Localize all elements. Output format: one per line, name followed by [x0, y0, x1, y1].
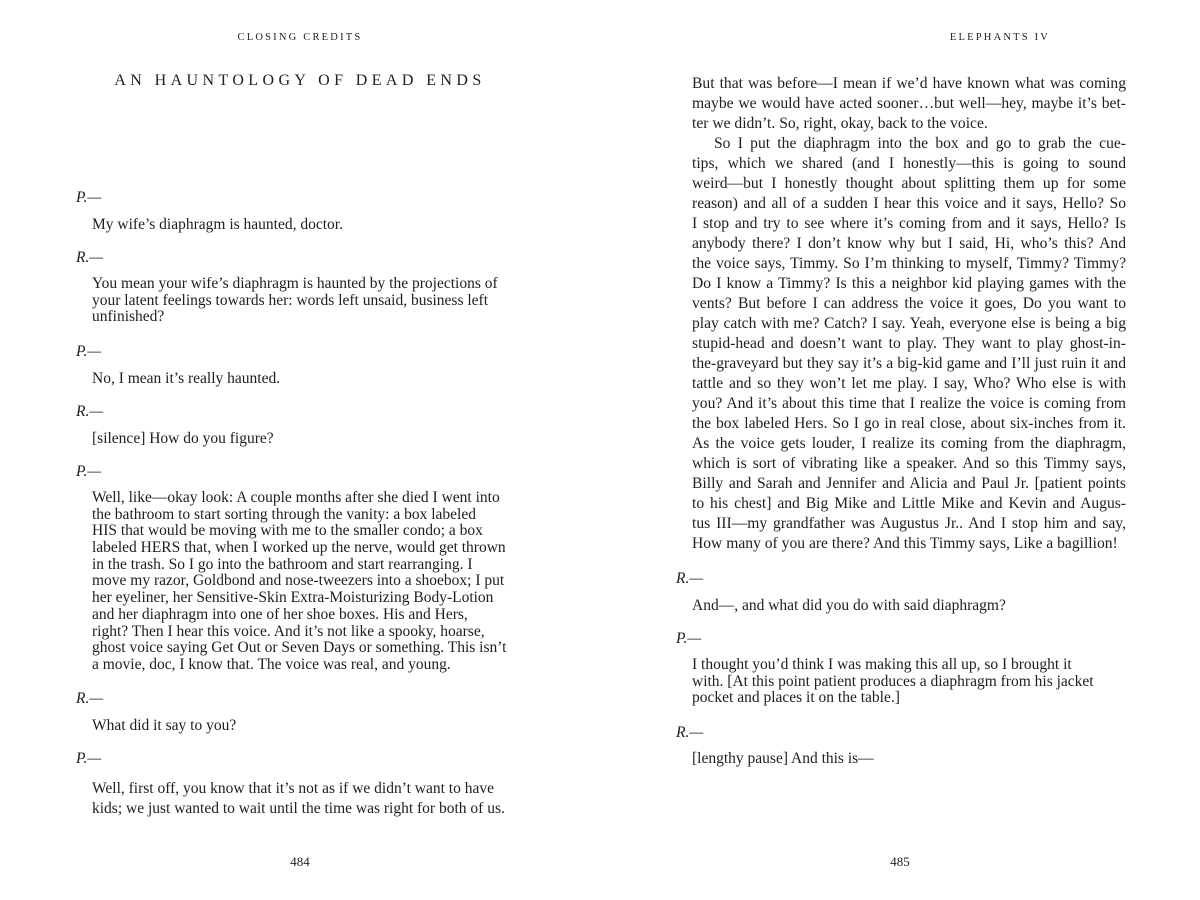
prose-line: Billy and Sarah and Jennifer and Alicia and Paul Jr. [patient points	[692, 475, 1126, 492]
dialogue-line: [silence] How do you figure?	[92, 430, 274, 447]
chapter-title: AN HAUNTOLOGY OF DEAD ENDS	[114, 72, 486, 89]
speaker-label: P.—	[76, 750, 102, 767]
dialogue-line: move my razor, Goldbond and nose-tweezers into a shoebox; I put	[92, 572, 505, 590]
speaker-label: R.—	[676, 724, 704, 741]
dialogue-line: Well, first off, you know that it’s not as if we didn’t want to have	[92, 780, 494, 797]
speaker-label: P.—	[76, 463, 102, 480]
dialogue-line: I thought you’d think I was making this all up, so I brought it	[692, 656, 1072, 673]
prose-line: tips, which we shared (and I honestly—this is going to sound	[692, 155, 1126, 172]
dialogue-block	[92, 779, 505, 819]
speaker-label: R.—	[76, 403, 104, 420]
speaker-label: P.—	[76, 343, 102, 360]
prose-line: the-graveyard but they say it’s a big-kid game and I’ll just ruin it and	[692, 355, 1126, 372]
dialogue-block	[92, 276, 498, 326]
prose-line: weird—but I honestly thought about splitting them up for some	[692, 175, 1126, 192]
prose-line: ter we didn’t. So, right, okay, back to the voice.	[692, 115, 988, 132]
prose-line: which is sort of vibrating like a speaker. And so this Timmy says,	[692, 455, 1126, 472]
dialogue-line: What did it say to you?	[92, 717, 237, 734]
dialogue-line: unfinished?	[92, 308, 165, 326]
prose-line: So I put the diaphragm into the box and go to grab the cue-	[714, 135, 1126, 152]
page-number-right: 485	[890, 854, 910, 869]
prose-line: How many of you are there? And this Timmy says, Like a bagillion!	[692, 535, 1118, 552]
speaker-label: R.—	[76, 249, 104, 266]
prose-line: reason) and all of a sudden I hear this voice and it says, Hello? So	[692, 195, 1126, 212]
prose-line: tus III—my grandfather was Augustus Jr.. And I stop him and say,	[692, 515, 1126, 532]
dialogue-line: pocket and places it on the table.]	[692, 689, 900, 707]
dialogue-line: right? Then I hear this voice. And it’s not like a spooky, hoarse,	[92, 622, 485, 640]
dialogue-line: her eyeliner, her Sensitive-Skin Extra-Moisturizing Body-Lotion	[92, 589, 494, 607]
dialogue-block	[92, 490, 506, 674]
speaker-label: R.—	[676, 570, 704, 587]
prose-line: to his chest] and Big Mike and Little Mike and Kevin and Augus-	[692, 495, 1126, 512]
prose-block	[692, 74, 1126, 554]
dialogue-line: You mean your wife’s diaphragm is haunted by the projections of	[92, 275, 498, 292]
prose-line: vents? But before I can address the voice it goes, Do you want to	[692, 295, 1126, 312]
dialogue-line: in the trash. So I go into the bathroom and start rearranging. I	[92, 555, 473, 573]
prose-line: play catch with me? Catch? I say. Yeah, everyone else is being a big	[692, 315, 1126, 332]
dialogue-line: and her diaphragm into one of her shoe boxes. His and Hers,	[92, 605, 468, 623]
prose-line: As the voice gets louder, I realize its coming from the diaphragm,	[692, 435, 1126, 452]
dialogue-line: with. [At this point patient produces a diaphragm from his jacket	[692, 672, 1094, 690]
prose-line: maybe we would have acted sooner…but well—hey, maybe it’s bet-	[692, 95, 1126, 112]
dialogue-line: the bathroom to start sorting through the vanity: a box labeled	[92, 505, 476, 523]
prose-line: I stop and try to see where it’s coming from and it says, Hello? Is	[692, 215, 1126, 232]
right-page	[600, 0, 1200, 900]
dialogue-line: Well, like—okay look: A couple months after she died I went into	[92, 489, 500, 506]
prose-line: the voice says, Timmy. So I’m thinking to myself, Timmy? Timmy?	[692, 255, 1126, 272]
dialogue-line: And—, and what did you do with said diaphragm?	[692, 597, 1006, 614]
dialogue-line: a movie, doc, I know that. The voice was real, and young.	[92, 655, 451, 673]
dialogue-line: My wife’s diaphragm is haunted, doctor.	[92, 216, 343, 233]
prose-line: tattle and so they won’t let me play. I say, Who? Who else is with	[692, 375, 1126, 392]
dialogue-line: No, I mean it’s really haunted.	[92, 370, 281, 387]
page-number-left: 484	[290, 854, 310, 869]
dialogue-line: labeled HERS that, when I worked up the nerve, would get thrown	[92, 539, 506, 557]
prose-line: Do I know a Timmy? Is this a neighbor kid playing games with the	[692, 275, 1126, 292]
dialogue-line: [lengthy pause] And this is—	[692, 750, 874, 767]
speaker-label: P.—	[76, 189, 102, 206]
running-head-left: CLOSING CREDITS	[237, 32, 363, 43]
speaker-label: R.—	[76, 690, 104, 707]
prose-line: anybody there? I don’t know why but I said, Hi, who’s this? And	[692, 235, 1126, 252]
dialogue-block	[692, 657, 1094, 707]
dialogue-line: your latent feelings towards her: words left unsaid, business left	[92, 291, 489, 309]
prose-line: But that was before—I mean if we’d have known what was coming	[692, 75, 1126, 92]
dialogue-line: HIS that would be moving with me to the smaller condo; a box	[92, 522, 483, 540]
dialogue-line: ghost voice saying Get Out or Seven Days or something. This isn’t	[92, 639, 507, 657]
dialogue-line: kids; we just wanted to wait until the time was right for both of us.	[92, 800, 505, 817]
prose-line: stupid-head and doesn’t want to play. They want to play ghost-in-	[692, 335, 1126, 352]
prose-line: the box labeled Hers. So I go in real close, about six-inches from it.	[692, 415, 1126, 432]
running-head-right: ELEPHANTS IV	[949, 32, 1051, 43]
prose-line: you? And it’s about this time that I realize the voice is coming from	[692, 395, 1126, 412]
speaker-label: P.—	[676, 630, 702, 647]
